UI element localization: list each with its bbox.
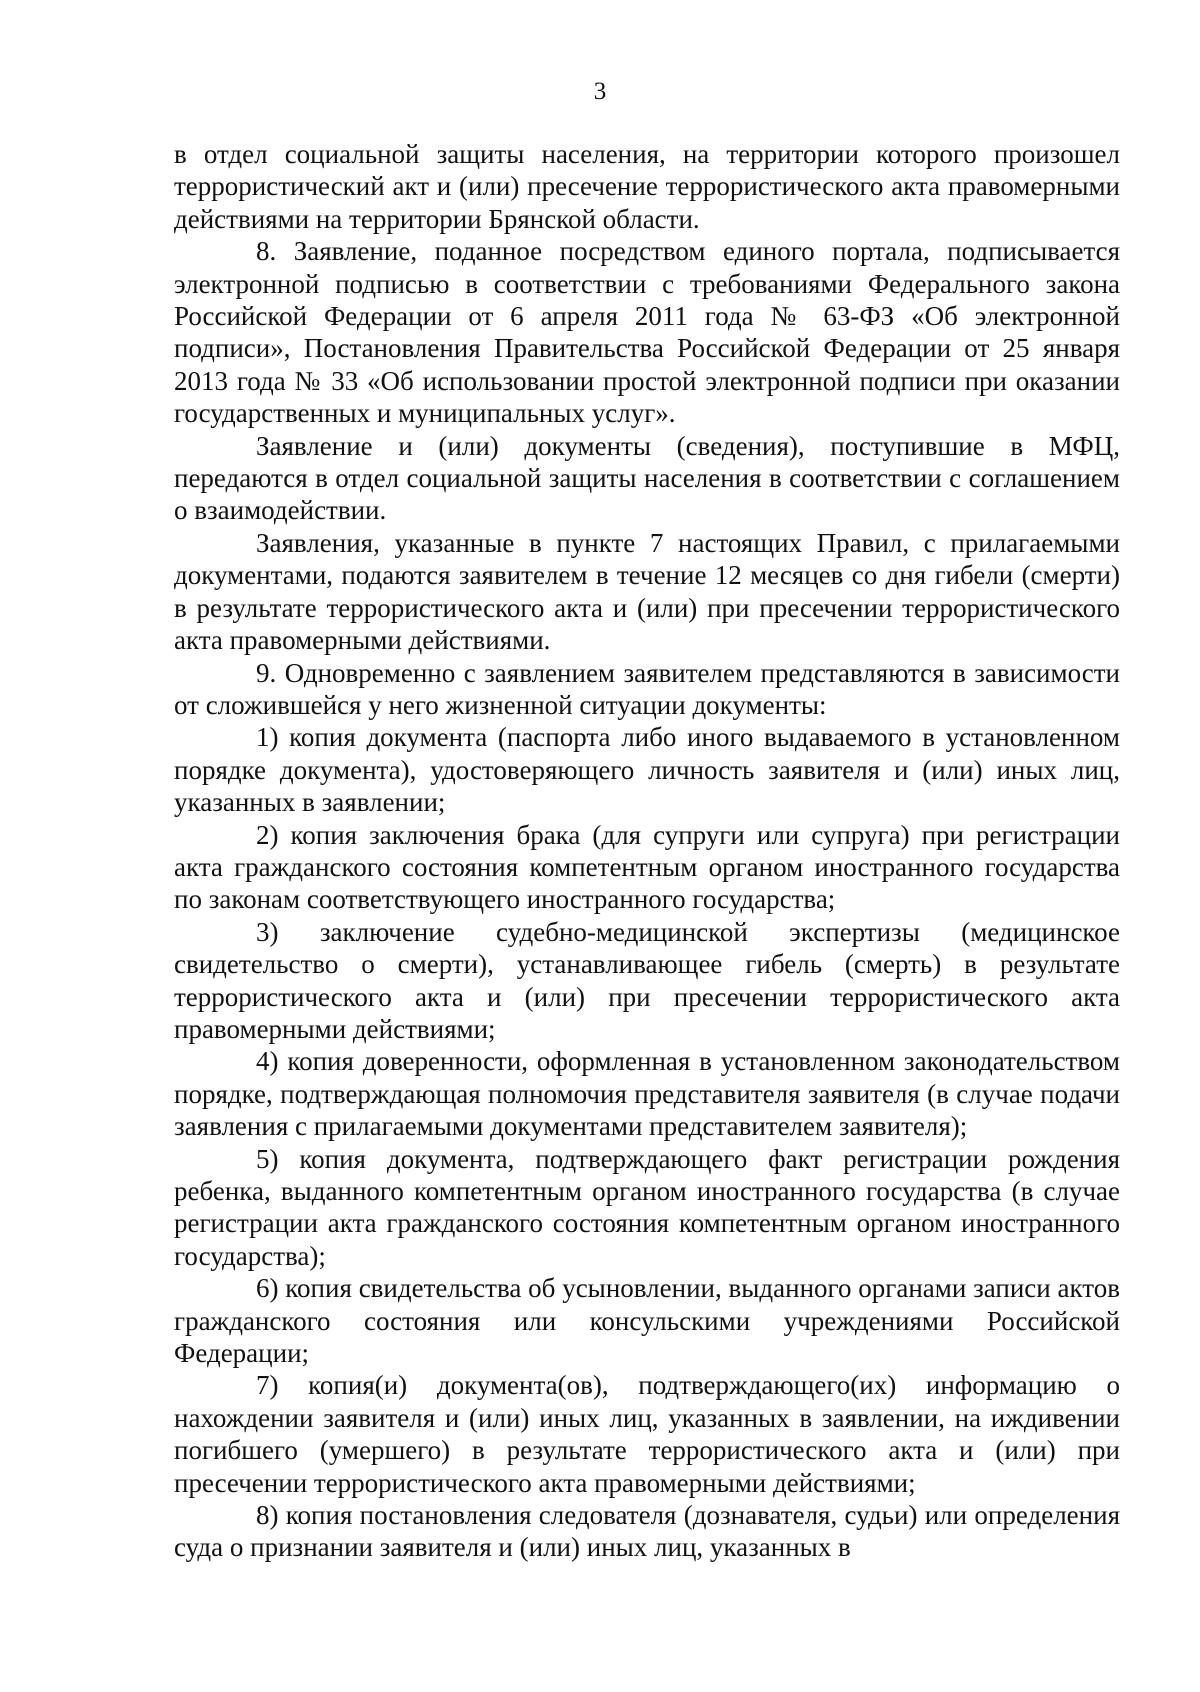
list-item-8: 8) копия постановления следователя (дознавателя, судьи) или определения суда о признании заявителя и (или) иных лиц, указанных в xyxy=(174,1500,1120,1563)
list-item-6: 6) копия свидетельства об усыновлении, выданного органами записи актов гражданского состояния или консульскими учреждениями Российской Федерации; xyxy=(174,1273,1120,1369)
page-number: 3 xyxy=(593,78,607,105)
list-item-5: 5) копия документа, подтверждающего факт регистрации рождения ребенка, выданного компетентным органом иностранного государства (в случае регистрации акта гражданского состояния компетентным органом иностранного государства); xyxy=(174,1143,1120,1271)
list-item-2: 2) копия заключения брака (для супруги или супруга) при регистрации акта гражданского состояния компетентным органом иностранного государства по законам соответствующего иностранного государства; xyxy=(174,819,1120,915)
list-item-4: 4) копия доверенности, оформленная в установленном законодательством порядке, подтверждающая полномочия представителя заявителя (в случае подачи заявления с прилагаемыми документами представителем заявителя); xyxy=(174,1046,1120,1142)
list-item-3: 3) заключение судебно-медицинской экспертизы (медицинское свидетельство о смерти), устанавливающее гибель (смерть) в результате террористического акта и (или) при пресечении террористического акта правомерными действиями; xyxy=(174,916,1120,1044)
list-item-7: 7) копия(и) документа(ов), подтверждающего(их) информацию о нахождении заявителя и (или) иных лиц, указанных в заявлении, на иждивении погибшего (умершего) в результате террористического акта и (или) при пресечении террористического акта правомерными действиями; xyxy=(174,1370,1120,1498)
document-body xyxy=(174,138,1120,1564)
paragraph-item-9: 9. Одновременно с заявлением заявителем представляются в зависимости от сложившейся у него жизненной ситуации документы: xyxy=(174,657,1120,720)
paragraph-submission-deadline: Заявления, указанные в пункте 7 настоящих Правил, с прилагаемыми документами, подаются заявителем в течение 12 месяцев со дня гибели (смерти) в результате террористического акта и (или) при пресечении террористического акта правомерными действиями. xyxy=(174,527,1120,656)
paragraph-mfc-transfer: Заявление и (или) документы (сведения), поступившие в МФЦ, передаются в отдел социальной защиты населения в соответствии с соглашением о взаимодействии. xyxy=(174,430,1120,526)
paragraph-continuation: в отдел социальной защиты населения, на территории которого произошел террористический акт и (или) пресечение террористического акта правомерными действиями на территории Брянской области. xyxy=(174,139,1120,234)
paragraph-item-8: 8. Заявление, поданное посредством единого портала, подписывается электронной подписью в соответствии с требованиями Федерального закона Российской Федерации от 6 апреля 2011 года № 63-ФЗ «Об электронной подписи», Постановления Правительства Российской Федерации от 25 января 2013 года № 33 «Об использовании простой электронной подписи при оказании государственных и муниципальных услуг». xyxy=(174,236,1120,429)
list-item-1: 1) копия документа (паспорта либо иного выдаваемого в установленном порядке документа), удостоверяющего личность заявителя и (или) иных лиц, указанных в заявлении; xyxy=(174,722,1120,818)
